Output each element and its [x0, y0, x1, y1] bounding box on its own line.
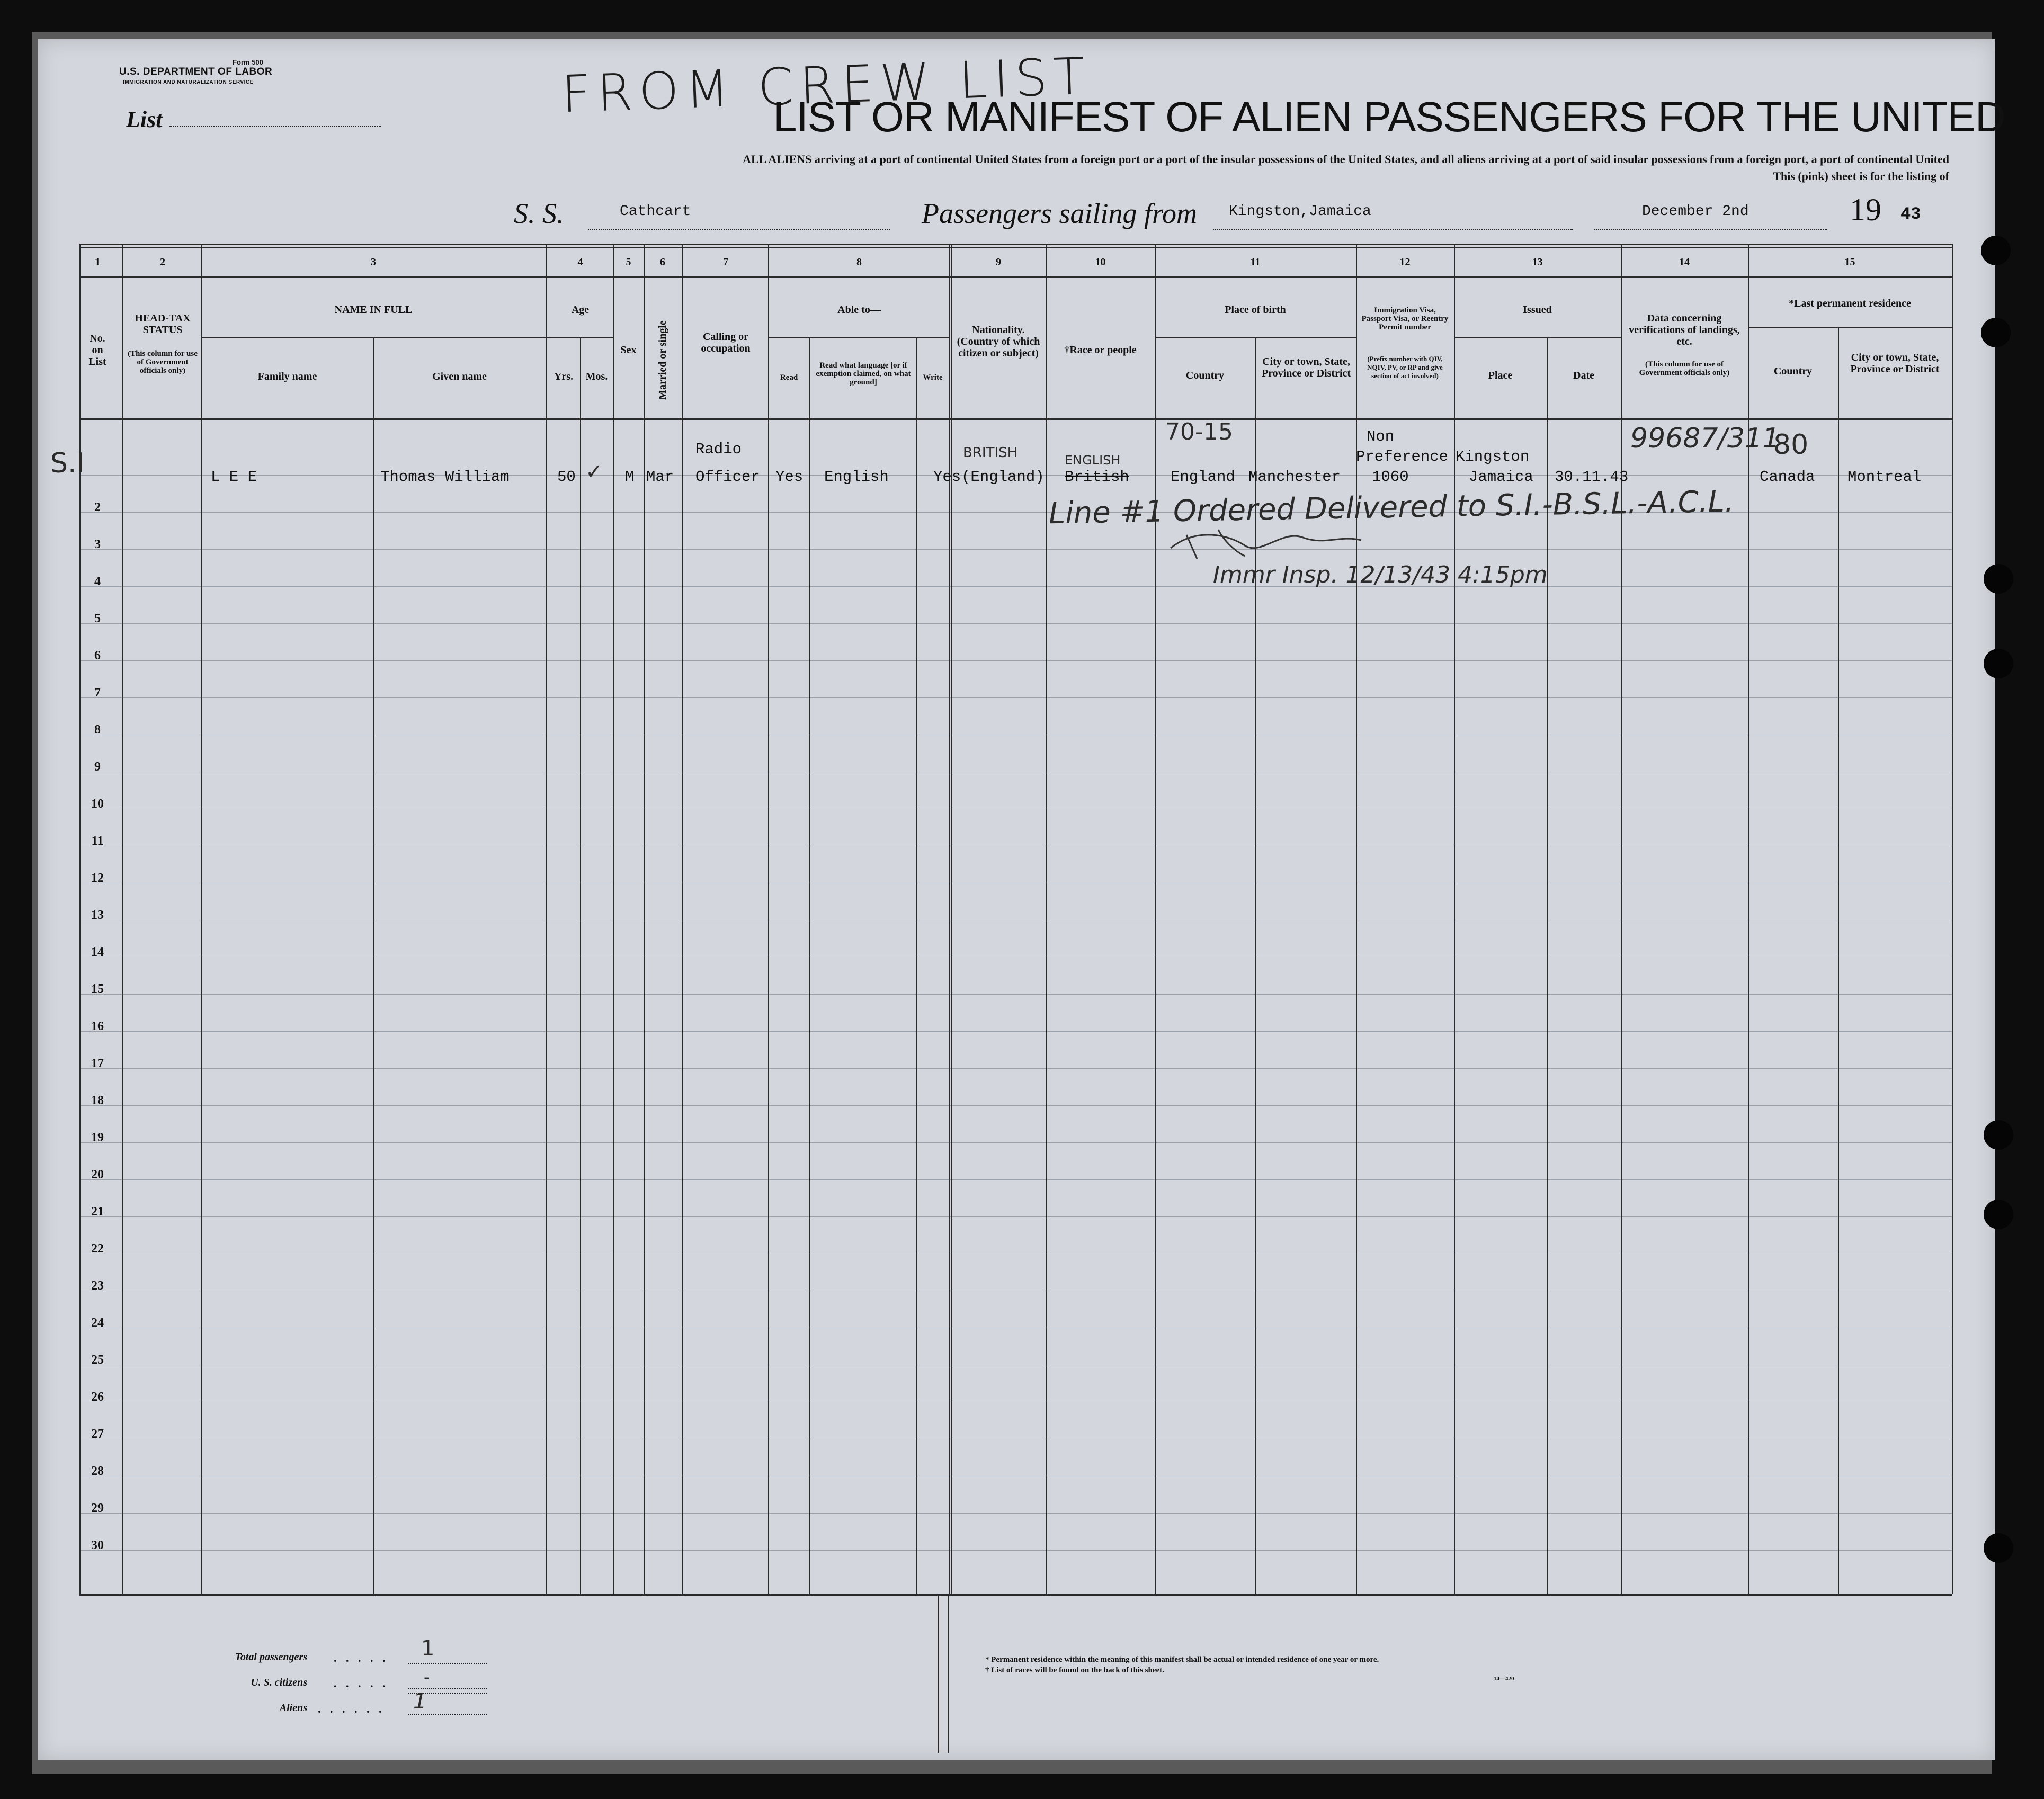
- age-checkmark: ✓: [585, 460, 603, 484]
- col-number-10: 10: [1095, 256, 1106, 268]
- residence-city: Montreal: [1847, 468, 1922, 486]
- aliens-instruction-line1: ALL ALIENS arriving at a port of continental United States from a foreign port or a port of the insular possessions of the United States, and all aliens arriving at a port of said insular possessions from a foreign port, a port of continental United: [743, 153, 1949, 166]
- code-handwritten: 70-15: [1165, 418, 1233, 445]
- row-rule: [79, 660, 1952, 661]
- fold-line: [938, 1594, 939, 1753]
- total-passengers-value: 1: [421, 1636, 435, 1661]
- col-number-2: 2: [160, 256, 165, 268]
- header-head-tax-note: (This column for use of Government officials only): [128, 350, 198, 375]
- punch-hole: [1984, 564, 2013, 594]
- row-number: 14: [91, 945, 104, 959]
- grid-line: [1356, 244, 1357, 1594]
- grid-line: [1952, 244, 1953, 1594]
- header-read-language: Read what language [or if exemption claimed, on what ground]: [816, 361, 911, 387]
- grid-line: [1838, 327, 1839, 1594]
- us-citizens-label: U. S. citizens: [251, 1677, 307, 1688]
- grid-line: [613, 244, 614, 1594]
- header-age-months: Mos.: [585, 371, 608, 382]
- row-number: 16: [91, 1019, 104, 1033]
- row-rule: [79, 623, 1952, 624]
- grid-line: [682, 244, 683, 1594]
- row-number: 29: [91, 1501, 104, 1515]
- fold-line: [948, 1594, 949, 1753]
- ship-name-line: [588, 229, 890, 230]
- grid-line: [79, 244, 81, 1594]
- column-number-divider: [79, 276, 1952, 278]
- row-number: 4: [94, 575, 101, 588]
- line-mark: S.I: [50, 447, 85, 479]
- passenger-marital: Mar: [646, 468, 674, 486]
- birth-city: Manchester: [1248, 468, 1341, 486]
- col-number-13: 13: [1532, 256, 1543, 268]
- row-number: 26: [91, 1390, 104, 1404]
- grid-line: [809, 337, 810, 1594]
- header-read: Read: [780, 373, 798, 382]
- passenger-occupation-2: Officer: [695, 468, 760, 486]
- row-rule: [79, 1068, 1952, 1069]
- grid-line: [580, 337, 581, 1594]
- row-number: 12: [91, 871, 104, 885]
- row-number: 13: [91, 908, 104, 922]
- sailing-from-line: [1213, 229, 1573, 230]
- header-last-residence: *Last permanent residence: [1789, 298, 1911, 309]
- department-label: U.S. DEPARTMENT OF LABOR: [119, 66, 273, 77]
- grid-line: [1454, 244, 1455, 1594]
- header-calling: Calling or occupation: [701, 331, 751, 354]
- passenger-given-name: Thomas William: [380, 468, 510, 486]
- header-visa: Immigration Visa, Passport Visa, or Reentry Permit number: [1361, 306, 1449, 332]
- punch-hole: [1984, 1120, 2013, 1150]
- ship-name: Cathcart: [620, 203, 691, 220]
- col-number-12: 12: [1399, 256, 1411, 268]
- row-number: 23: [91, 1279, 104, 1293]
- birth-country: England: [1171, 468, 1235, 486]
- passenger-read: Yes: [775, 468, 804, 486]
- inspector-signature: [1165, 519, 1367, 567]
- visa-line-1: Non: [1367, 428, 1395, 445]
- header-place-of-birth: Place of birth: [1225, 304, 1286, 316]
- header-res-city: City or town, State, Province or District: [1850, 352, 1940, 375]
- landing-verification: 99687/311: [1630, 423, 1780, 454]
- grid-line: [546, 244, 547, 1594]
- header-able-to: Able to—: [837, 304, 881, 316]
- col-number-11: 11: [1250, 256, 1261, 268]
- manifest-sheet: [38, 39, 1995, 1760]
- row-rule: [79, 1105, 1952, 1106]
- header-head-tax: HEAD-TAX STATUS: [135, 312, 191, 336]
- header-age: Age: [571, 304, 590, 316]
- header-issued: Issued: [1523, 304, 1552, 316]
- row-number: 19: [91, 1131, 104, 1144]
- residence-code: 80: [1773, 429, 1809, 461]
- row-number: 17: [91, 1057, 104, 1070]
- year-prefix: 19: [1850, 192, 1881, 227]
- col-number-4: 4: [577, 256, 583, 268]
- visa-line-2: Preference: [1356, 448, 1449, 466]
- row-number: 2: [94, 500, 101, 514]
- col-number-8: 8: [856, 256, 862, 268]
- nationality-handwritten: BRITISH: [963, 445, 1018, 461]
- col-number-6: 6: [660, 256, 665, 268]
- header-visa-note: (Prefix number with QIV, NQIV, PV, or RP and give section of act involved): [1367, 355, 1443, 380]
- header-age-years: Yrs.: [554, 371, 574, 382]
- passenger-family-name: L E E: [211, 468, 257, 486]
- row-rule: [79, 1031, 1952, 1032]
- row-rule: [79, 1216, 1952, 1217]
- row-rule: [79, 586, 1952, 587]
- passenger-age-years: 50: [557, 468, 576, 486]
- form-number: Form 500: [233, 58, 263, 66]
- punch-hole: [1981, 318, 2011, 347]
- aliens-line: [408, 1714, 487, 1715]
- grid-line: [1621, 244, 1622, 1594]
- row-number: 25: [91, 1353, 104, 1367]
- ss-label: S. S.: [514, 198, 564, 229]
- col-number-3: 3: [371, 256, 376, 268]
- table-bottom-border: [79, 1594, 1952, 1596]
- form-code: 14—420: [1494, 1676, 1514, 1682]
- header-no-on-list: No. on List: [88, 333, 106, 368]
- grid-line: [373, 337, 374, 1594]
- col-number-7: 7: [723, 256, 728, 268]
- service-label: IMMIGRATION AND NATURALIZATION SERVICE: [123, 79, 254, 85]
- punch-hole: [1981, 236, 2011, 265]
- header-res-country: Country: [1773, 365, 1813, 377]
- dot-leader: . . . . . .: [318, 1702, 385, 1715]
- sailing-date-line: [1594, 229, 1827, 230]
- punch-hole: [1984, 1200, 2013, 1229]
- grid-line: [768, 244, 769, 1594]
- punch-hole: [1984, 649, 2013, 678]
- grid-line: [201, 244, 202, 1594]
- punch-hole: [1984, 1533, 2013, 1563]
- aliens-label: Aliens: [279, 1702, 307, 1714]
- row-rule: [79, 549, 1952, 550]
- row-rule: [79, 1179, 1952, 1180]
- header-race: †Race or people: [1064, 344, 1137, 356]
- col-number-5: 5: [626, 256, 631, 268]
- aliens-value: 1: [413, 1689, 427, 1714]
- header-pob-city: City or town, State, Province or District: [1261, 356, 1351, 379]
- passenger-race-struck: British: [1065, 468, 1129, 486]
- header-nationality: Nationality. (Country of which citizen or subject): [957, 324, 1040, 359]
- row-number: 18: [91, 1094, 104, 1107]
- issued-date: 30.11.43: [1555, 468, 1629, 486]
- us-citizens-value: -: [424, 1668, 430, 1687]
- row-number: 7: [94, 686, 101, 700]
- header-name-in-full: NAME IN FULL: [334, 304, 413, 316]
- row-number: 11: [91, 834, 104, 848]
- row-rule: [79, 994, 1952, 995]
- aliens-instruction-line2: This (pink) sheet is for the listing of: [1773, 169, 1949, 183]
- grid-line: [1454, 337, 1621, 338]
- header-write: Write: [923, 373, 943, 382]
- row-number: 30: [91, 1538, 104, 1552]
- row-number: 9: [94, 760, 101, 774]
- footnote-races: † List of races will be found on the back of this sheet.: [985, 1666, 1164, 1675]
- table-top-border: [79, 244, 1952, 245]
- header-pob-country: Country: [1185, 370, 1225, 381]
- row-number: 21: [91, 1205, 104, 1219]
- row-number: 8: [94, 723, 101, 737]
- table-top-border: [79, 247, 1952, 248]
- row-number: 15: [91, 982, 104, 996]
- page-title: LIST OR MANIFEST OF ALIEN PASSENGERS FOR THE UNITED: [773, 93, 2005, 140]
- header-issued-place: Place: [1488, 370, 1513, 381]
- sailing-date: December 2nd: [1642, 203, 1749, 220]
- grid-line: [949, 244, 950, 1594]
- grid-line: [769, 337, 949, 338]
- header-issued-date: Date: [1573, 370, 1594, 381]
- grid-line: [951, 244, 952, 1594]
- row-number: 20: [91, 1168, 104, 1182]
- inspector-note: Immr Insp. 12/13/43 4:15pm: [1213, 561, 1548, 588]
- row-number: 27: [91, 1427, 104, 1441]
- row-number: 28: [91, 1464, 104, 1478]
- issued-place-1: Kingston: [1456, 448, 1530, 466]
- header-married-single: Married or single: [657, 320, 668, 400]
- grid-line: [1748, 327, 1952, 328]
- row-rule: [79, 1142, 1952, 1143]
- grid-line: [1155, 244, 1156, 1594]
- grid-line: [644, 244, 645, 1594]
- list-label: List: [126, 106, 163, 132]
- dot-leader: . . . . .: [334, 1651, 389, 1664]
- header-landings-note: (This column for use of Government officials only): [1639, 360, 1730, 377]
- footnote-residence: * Permanent residence within the meaning of this manifest shall be actual or intended residence of one year or more.: [985, 1655, 1379, 1664]
- row-number: 6: [94, 649, 101, 663]
- header-given-name: Given name: [432, 371, 487, 382]
- handwritten-crew-note: FROM CREW LIST: [560, 46, 1092, 124]
- row-rule: [79, 1513, 1952, 1514]
- row-number: 5: [94, 612, 101, 625]
- passenger-occupation-1: Radio: [695, 441, 742, 458]
- grid-line: [1046, 244, 1047, 1594]
- grid-line: [916, 337, 917, 1594]
- year-value: 43: [1900, 204, 1921, 224]
- row-number: 10: [91, 797, 104, 811]
- list-number-line: [169, 126, 381, 127]
- header-bottom-border: [79, 418, 1952, 420]
- issued-place-2: Jamaica: [1469, 468, 1533, 486]
- row-number: 3: [94, 538, 101, 551]
- header-family-name: Family name: [257, 371, 317, 382]
- row-rule: [79, 697, 1952, 698]
- delivery-annotation: Line #1 Ordered Delivered to S.I.-B.S.L.-A.C.L.: [1048, 484, 1735, 531]
- header-sex: Sex: [620, 344, 637, 356]
- passenger-nationality: (England): [961, 468, 1045, 486]
- visa-line-3: 1060: [1372, 468, 1409, 486]
- sailing-from: Kingston,Jamaica: [1229, 203, 1371, 220]
- col-number-15: 15: [1844, 256, 1855, 268]
- aliens-instruction: [403, 151, 1949, 185]
- passenger-write: Yes: [933, 468, 961, 486]
- passenger-language: English: [824, 468, 889, 486]
- total-passengers-label: Total passengers: [235, 1651, 307, 1663]
- col-number-14: 14: [1679, 256, 1690, 268]
- race-handwritten: ENGLISH: [1065, 453, 1121, 468]
- row-number: 22: [91, 1242, 104, 1256]
- header-landings: Data concerning verifications of landings, etc.: [1629, 312, 1740, 347]
- row-number: 24: [91, 1316, 104, 1330]
- total-passengers-line: [408, 1663, 487, 1664]
- col-number-9: 9: [996, 256, 1001, 268]
- row-rule: [79, 1550, 1952, 1551]
- grid-line: [1547, 337, 1548, 1594]
- dot-leader: . . . . .: [334, 1677, 389, 1690]
- col-number-1: 1: [95, 256, 100, 268]
- passenger-sex: M: [625, 468, 635, 486]
- residence-country: Canada: [1760, 468, 1815, 486]
- grid-line: [122, 244, 123, 1594]
- sailing-label: Passengers sailing from: [922, 198, 1198, 229]
